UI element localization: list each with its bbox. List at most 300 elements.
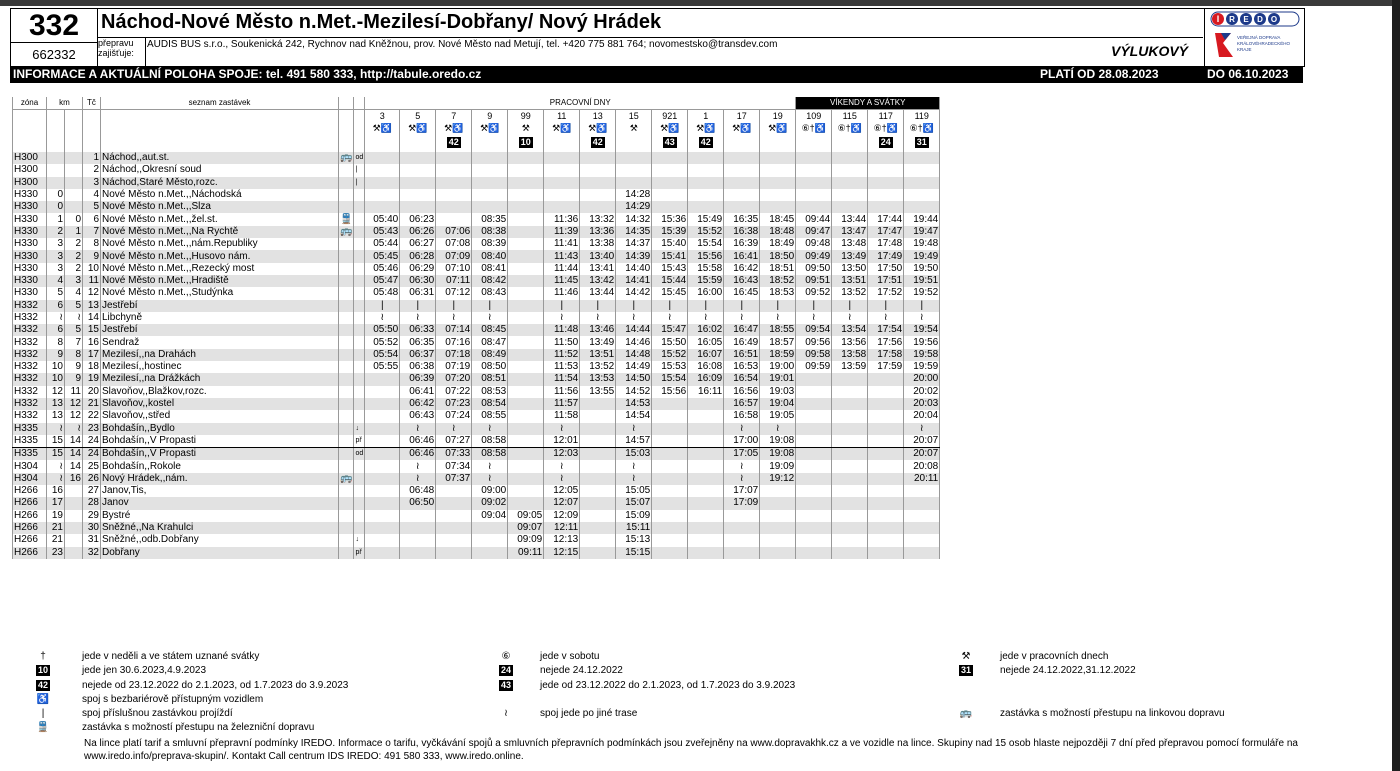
departure-time: 13:41 bbox=[580, 263, 616, 275]
departure-time: | bbox=[436, 300, 472, 312]
note-badge: 42 bbox=[592, 137, 603, 147]
departure-time bbox=[616, 177, 652, 189]
departure-time bbox=[580, 410, 616, 422]
departure-time: 13:44 bbox=[832, 213, 868, 225]
departure-time bbox=[796, 547, 832, 559]
departure-time bbox=[508, 250, 544, 262]
departure-time bbox=[580, 423, 616, 435]
stop-name: Nový Hrádek,,nám. bbox=[101, 473, 339, 485]
zone-cell: H332 bbox=[13, 386, 47, 398]
departure-time: 19:01 bbox=[760, 373, 796, 385]
departure-time bbox=[508, 423, 544, 435]
departure-time: 09:44 bbox=[796, 213, 832, 225]
departure-time: 14:48 bbox=[616, 349, 652, 361]
departure-time: ≀ bbox=[796, 312, 832, 324]
blank-cell bbox=[354, 134, 365, 152]
departure-time bbox=[832, 410, 868, 422]
departure-time: 16:54 bbox=[724, 373, 760, 385]
departure-time: 05:52 bbox=[365, 336, 400, 348]
departure-time: ≀ bbox=[616, 473, 652, 485]
departure-time: 06:50 bbox=[400, 497, 436, 509]
departure-time: | bbox=[760, 300, 796, 312]
departure-time bbox=[760, 497, 796, 509]
departure-time bbox=[796, 448, 832, 461]
stop-row bbox=[13, 300, 940, 312]
departure-time: 14:46 bbox=[616, 336, 652, 348]
zone-cell: H332 bbox=[13, 349, 47, 361]
departure-time bbox=[508, 177, 544, 189]
trip-number: 13 bbox=[580, 110, 616, 123]
departure-time: 12:03 bbox=[544, 448, 580, 461]
departure-time: 08:54 bbox=[472, 398, 508, 410]
departure-time: 17:44 bbox=[868, 213, 904, 225]
blank-cell bbox=[339, 134, 354, 152]
zone-cell: H266 bbox=[13, 547, 47, 559]
window-right-bar bbox=[1392, 0, 1400, 771]
blank-cell bbox=[339, 122, 354, 134]
blank-cell bbox=[65, 122, 83, 134]
arr-dep-cell bbox=[354, 349, 365, 361]
departure-time: 07:08 bbox=[436, 238, 472, 250]
stop-row bbox=[13, 177, 940, 189]
departure-time bbox=[724, 201, 760, 213]
bus-icon: 🚌 bbox=[959, 708, 973, 719]
departure-time: 16:53 bbox=[724, 361, 760, 373]
km-cell: 3 bbox=[65, 275, 83, 287]
km-cell: 12 bbox=[65, 410, 83, 422]
departure-time bbox=[760, 177, 796, 189]
departure-time: 06:23 bbox=[400, 213, 436, 225]
arr-dep-cell bbox=[354, 263, 365, 275]
departure-time: 11:48 bbox=[544, 324, 580, 336]
departure-time bbox=[832, 189, 868, 201]
blank-cell bbox=[13, 122, 47, 134]
departure-time: 13:44 bbox=[580, 287, 616, 299]
blank-cell bbox=[83, 122, 101, 134]
departure-time: 11:44 bbox=[544, 263, 580, 275]
departure-time: 20:02 bbox=[904, 386, 940, 398]
departure-time: 07:33 bbox=[436, 448, 472, 461]
note-badge: 42 bbox=[700, 137, 711, 147]
departure-time: 14:49 bbox=[616, 361, 652, 373]
tc-cell: 7 bbox=[83, 226, 101, 238]
departure-time: ≀ bbox=[724, 460, 760, 472]
departure-time bbox=[904, 164, 940, 176]
km-cell: 21 bbox=[47, 534, 65, 546]
departure-time bbox=[832, 398, 868, 410]
departure-time: 05:44 bbox=[365, 238, 400, 250]
departure-time: 16:08 bbox=[688, 361, 724, 373]
svg-text:O: O bbox=[1270, 15, 1278, 24]
departure-time bbox=[832, 510, 868, 522]
departure-time bbox=[365, 460, 400, 472]
departure-time bbox=[652, 177, 688, 189]
trip-number: 11 bbox=[544, 110, 580, 123]
departure-time bbox=[580, 177, 616, 189]
trip-note bbox=[796, 134, 832, 152]
zone-cell: H266 bbox=[13, 522, 47, 534]
departure-time bbox=[508, 201, 544, 213]
departure-time bbox=[508, 226, 544, 238]
note-24-badge: 24 bbox=[500, 665, 511, 675]
departure-time: 11:46 bbox=[544, 287, 580, 299]
departure-time bbox=[365, 398, 400, 410]
departure-time: 15:52 bbox=[652, 349, 688, 361]
stop-row bbox=[13, 238, 940, 250]
departure-time bbox=[688, 423, 724, 435]
zone-cell: H330 bbox=[13, 275, 47, 287]
arr-dep-cell: | bbox=[354, 177, 365, 189]
tc-cell: 21 bbox=[83, 398, 101, 410]
trip-number: 15 bbox=[616, 110, 652, 123]
km-cell: 4 bbox=[65, 287, 83, 299]
trip-note bbox=[544, 134, 580, 152]
departure-time: 11:39 bbox=[544, 226, 580, 238]
saturday-icon: ⑥ bbox=[501, 651, 511, 662]
km-cell: 10 bbox=[47, 361, 65, 373]
departure-time: ≀ bbox=[400, 473, 436, 485]
stop-name: Mezilesí,,hostinec bbox=[101, 361, 339, 373]
departure-time bbox=[365, 386, 400, 398]
departure-time: ≀ bbox=[616, 423, 652, 435]
zone-cell: H330 bbox=[13, 250, 47, 262]
departure-time: 14:37 bbox=[616, 238, 652, 250]
departure-time: 06:29 bbox=[400, 263, 436, 275]
departure-time bbox=[868, 189, 904, 201]
departure-time bbox=[868, 510, 904, 522]
departure-time: 15:59 bbox=[688, 275, 724, 287]
departure-time bbox=[365, 547, 400, 559]
transfer-icon bbox=[339, 423, 354, 435]
departure-time: 16:51 bbox=[724, 349, 760, 361]
departure-time: ≀ bbox=[400, 312, 436, 324]
stop-row bbox=[13, 423, 940, 435]
km-cell bbox=[65, 534, 83, 546]
departure-time bbox=[688, 398, 724, 410]
stop-row bbox=[13, 164, 940, 176]
trip-number: 9 bbox=[472, 110, 508, 123]
departure-time: 06:38 bbox=[400, 361, 436, 373]
blank-cell bbox=[13, 110, 47, 123]
departure-time bbox=[580, 201, 616, 213]
departure-time bbox=[904, 534, 940, 546]
transfer-icon bbox=[339, 349, 354, 361]
arr-dep-cell: | bbox=[354, 164, 365, 176]
trip-note bbox=[832, 134, 868, 152]
departure-time bbox=[688, 510, 724, 522]
departure-time bbox=[832, 473, 868, 485]
departure-time bbox=[724, 534, 760, 546]
departure-time: 14:40 bbox=[616, 263, 652, 275]
departure-time: 13:54 bbox=[832, 324, 868, 336]
departure-time bbox=[436, 534, 472, 546]
departure-time bbox=[688, 547, 724, 559]
departure-time bbox=[365, 534, 400, 546]
stop-row bbox=[13, 152, 940, 164]
transfer-icon: 🚌 bbox=[340, 152, 353, 164]
departure-time: ≀ bbox=[365, 312, 400, 324]
legend-saturday: jede v sobotu bbox=[540, 651, 600, 662]
transfer-icon: 🚌 bbox=[340, 225, 353, 237]
transfer-icon bbox=[339, 410, 354, 422]
tc-cell: 1 bbox=[83, 152, 101, 164]
departure-time: 06:35 bbox=[400, 336, 436, 348]
departure-time: 07:24 bbox=[436, 410, 472, 422]
departure-time: 14:53 bbox=[616, 398, 652, 410]
departure-time bbox=[508, 312, 544, 324]
km-cell: 1 bbox=[65, 226, 83, 238]
km-cell bbox=[65, 201, 83, 213]
departure-time bbox=[580, 189, 616, 201]
departure-time: | bbox=[868, 300, 904, 312]
trip-note bbox=[868, 134, 904, 152]
departure-time bbox=[724, 164, 760, 176]
departure-time: 07:14 bbox=[436, 324, 472, 336]
departure-time: 17:51 bbox=[868, 275, 904, 287]
departure-time: 20:07 bbox=[904, 448, 940, 461]
header-row bbox=[13, 97, 940, 110]
tariff-note: Na lince platí tarif a smluvní přepravní podmínky IREDO. Informace o tarifu, vyčkávání spojů a smluvních přepravních podmínkách jsou zveřejněny na www.dopravakhk.cz a ve vozidle na lince. Skupiny nad 15 osob hlaste nejpozději 7 dní před přepravou pomocí formuláře na www.iredo.info/preprava-skupin/. Kontakt Call centrum IDS IREDO: 491 580 333, www.iredo.online. bbox=[84, 738, 1298, 762]
trip-symbol: ⚒♿ bbox=[544, 122, 580, 134]
departure-time: 19:03 bbox=[760, 386, 796, 398]
trip-symbol: ⚒♿ bbox=[760, 122, 796, 134]
stop-row bbox=[13, 448, 940, 461]
departure-time: 07:20 bbox=[436, 373, 472, 385]
departure-time bbox=[580, 152, 616, 164]
departure-time: 09:49 bbox=[796, 250, 832, 262]
departure-time bbox=[472, 189, 508, 201]
stop-name: Mezilesí,,na Drahách bbox=[101, 349, 339, 361]
iredo-logo bbox=[1204, 9, 1305, 66]
departure-time bbox=[436, 201, 472, 213]
col-icon-header bbox=[339, 97, 354, 110]
departure-time bbox=[436, 189, 472, 201]
departure-time bbox=[652, 435, 688, 448]
departure-time bbox=[580, 547, 616, 559]
departure-time bbox=[616, 164, 652, 176]
km-cell bbox=[65, 510, 83, 522]
departure-time bbox=[472, 534, 508, 546]
departure-time: 05:47 bbox=[365, 275, 400, 287]
departure-time: 07:18 bbox=[436, 349, 472, 361]
legend-workday: jede v pracovních dnech bbox=[1000, 651, 1109, 662]
departure-time: 07:23 bbox=[436, 398, 472, 410]
transfer-icon bbox=[339, 510, 354, 522]
legend-note-42: nejede od 23.12.2022 do 2.1.2023, od 1.7.2023 do 3.9.2023 bbox=[82, 680, 349, 691]
departure-time bbox=[832, 201, 868, 213]
zone-cell: H330 bbox=[13, 287, 47, 299]
stop-row bbox=[13, 263, 940, 275]
departure-time: 16:56 bbox=[724, 386, 760, 398]
departure-time: 12:13 bbox=[544, 534, 580, 546]
departure-time bbox=[796, 522, 832, 534]
arr-dep-cell bbox=[354, 460, 365, 472]
departure-time: 06:33 bbox=[400, 324, 436, 336]
km-cell: 12 bbox=[65, 398, 83, 410]
departure-time: 12:09 bbox=[544, 510, 580, 522]
departure-time bbox=[508, 373, 544, 385]
departure-time bbox=[580, 473, 616, 485]
stop-row bbox=[13, 349, 940, 361]
departure-time bbox=[796, 473, 832, 485]
departure-time bbox=[796, 201, 832, 213]
transfer-icon bbox=[339, 177, 354, 189]
departure-time: ≀ bbox=[544, 460, 580, 472]
info-bar bbox=[10, 66, 1303, 83]
departure-time bbox=[508, 435, 544, 448]
departure-time bbox=[400, 534, 436, 546]
tc-cell: 9 bbox=[83, 250, 101, 262]
km-cell: 8 bbox=[47, 336, 65, 348]
departure-time bbox=[580, 435, 616, 448]
departure-time: 15:40 bbox=[652, 238, 688, 250]
departure-time: 09:11 bbox=[508, 547, 544, 559]
stop-name: Bohdašín,,V Propasti bbox=[101, 448, 339, 461]
km-cell: ≀ bbox=[47, 460, 65, 472]
departure-time bbox=[508, 473, 544, 485]
blank-cell bbox=[65, 110, 83, 123]
stop-name: Nové Město n.Met.,,Slza bbox=[101, 201, 339, 213]
departure-time bbox=[832, 164, 868, 176]
departure-time bbox=[580, 522, 616, 534]
departure-time: 15:13 bbox=[616, 534, 652, 546]
trip-symbol: ⚒♿ bbox=[724, 122, 760, 134]
departure-time bbox=[508, 213, 544, 225]
zone-cell: H332 bbox=[13, 300, 47, 312]
departure-time: ≀ bbox=[724, 423, 760, 435]
trip-number: 119 bbox=[904, 110, 940, 123]
departure-time: 13:51 bbox=[580, 349, 616, 361]
departure-time bbox=[868, 435, 904, 448]
trip-number: 117 bbox=[868, 110, 904, 123]
departure-time: 19:08 bbox=[760, 435, 796, 448]
departure-time bbox=[796, 410, 832, 422]
col-tc-header: Tč bbox=[83, 97, 101, 110]
stop-name: Slavoňov,,Blažkov,rozc. bbox=[101, 386, 339, 398]
departure-time: 11:45 bbox=[544, 275, 580, 287]
departure-time bbox=[652, 201, 688, 213]
departure-time: 06:31 bbox=[400, 287, 436, 299]
departure-time: 20:00 bbox=[904, 373, 940, 385]
km-cell: 14 bbox=[65, 435, 83, 448]
departure-time: 09:48 bbox=[796, 238, 832, 250]
departure-time: 18:45 bbox=[760, 213, 796, 225]
departure-time: 08:41 bbox=[472, 263, 508, 275]
workday-icon: ⚒ bbox=[961, 651, 971, 662]
transfer-icon bbox=[339, 336, 354, 348]
departure-time bbox=[436, 485, 472, 497]
departure-time: 15:56 bbox=[652, 386, 688, 398]
departure-time bbox=[796, 435, 832, 448]
arr-dep-cell bbox=[354, 497, 365, 509]
departure-time: 05:55 bbox=[365, 361, 400, 373]
departure-time bbox=[904, 510, 940, 522]
departure-time: 19:59 bbox=[904, 361, 940, 373]
svg-text:KRÁLOVÉHRADECKÉHO: KRÁLOVÉHRADECKÉHO bbox=[1237, 41, 1291, 46]
departure-time: 13:53 bbox=[580, 373, 616, 385]
departure-time bbox=[724, 177, 760, 189]
tc-cell: 11 bbox=[83, 275, 101, 287]
departure-time: 12:15 bbox=[544, 547, 580, 559]
departure-time bbox=[580, 510, 616, 522]
valid-from: PLATÍ OD 28.08.2023 bbox=[1040, 67, 1159, 81]
km-cell: ≀ bbox=[65, 312, 83, 324]
svg-text:KRAJE: KRAJE bbox=[1237, 47, 1252, 52]
departure-time: 16:43 bbox=[724, 275, 760, 287]
wheelchair-icon: ♿ bbox=[36, 694, 50, 705]
departure-time: 18:57 bbox=[760, 336, 796, 348]
transfer-icon bbox=[339, 448, 354, 461]
pass-through-icon: | bbox=[41, 708, 45, 719]
departure-time bbox=[580, 448, 616, 461]
km-cell: 15 bbox=[47, 448, 65, 461]
departure-time: 16:35 bbox=[724, 213, 760, 225]
stop-row bbox=[13, 497, 940, 509]
transfer-icon bbox=[339, 497, 354, 509]
departure-time bbox=[688, 177, 724, 189]
stop-row bbox=[13, 336, 940, 348]
departure-time: 19:04 bbox=[760, 398, 796, 410]
departure-time bbox=[832, 177, 868, 189]
departure-time: 07:12 bbox=[436, 287, 472, 299]
tc-cell: 6 bbox=[83, 213, 101, 225]
tc-cell: 17 bbox=[83, 349, 101, 361]
departure-time bbox=[688, 152, 724, 164]
departure-time: 19:58 bbox=[904, 349, 940, 361]
blank-cell bbox=[83, 110, 101, 123]
departure-time bbox=[868, 460, 904, 472]
departure-time: 08:55 bbox=[472, 410, 508, 422]
departure-time: 16:45 bbox=[724, 287, 760, 299]
departure-time: 05:45 bbox=[365, 250, 400, 262]
km-cell: 6 bbox=[47, 300, 65, 312]
departure-time: 11:54 bbox=[544, 373, 580, 385]
transfer-icon bbox=[339, 534, 354, 546]
departure-time: 14:44 bbox=[616, 324, 652, 336]
note-badge: 24 bbox=[880, 137, 891, 147]
trip-note bbox=[365, 134, 400, 152]
departure-time: 17:50 bbox=[868, 263, 904, 275]
zone-cell: H300 bbox=[13, 152, 47, 164]
departure-time bbox=[904, 522, 940, 534]
tc-cell: 26 bbox=[83, 473, 101, 485]
departure-time bbox=[508, 349, 544, 361]
arr-dep-cell bbox=[354, 213, 365, 225]
arr-dep-cell: od bbox=[354, 152, 365, 164]
tc-cell: 4 bbox=[83, 189, 101, 201]
departure-time: 19:12 bbox=[760, 473, 796, 485]
blank-cell bbox=[101, 134, 339, 152]
departure-time bbox=[724, 189, 760, 201]
departure-time: 19:00 bbox=[760, 361, 796, 373]
tc-cell: 2 bbox=[83, 164, 101, 176]
departure-time bbox=[652, 485, 688, 497]
departure-time: 16:02 bbox=[688, 324, 724, 336]
stop-row bbox=[13, 485, 940, 497]
departure-time: 14:39 bbox=[616, 250, 652, 262]
departure-time: 15:36 bbox=[652, 213, 688, 225]
svg-text:E: E bbox=[1243, 15, 1249, 24]
departure-time bbox=[868, 201, 904, 213]
departure-time bbox=[796, 534, 832, 546]
departure-time: 09:47 bbox=[796, 226, 832, 238]
departure-time: 14:32 bbox=[616, 213, 652, 225]
tc-cell: 16 bbox=[83, 336, 101, 348]
departure-time bbox=[365, 410, 400, 422]
departure-time: 19:54 bbox=[904, 324, 940, 336]
departure-time: 20:03 bbox=[904, 398, 940, 410]
operator-info: AUDIS BUS s.r.o., Soukenická 242, Rychnov nad Kněžnou, prov. Nové Město nad Metují, tel. +420 775 881 764; novomestsko@transdev.com bbox=[147, 39, 778, 50]
